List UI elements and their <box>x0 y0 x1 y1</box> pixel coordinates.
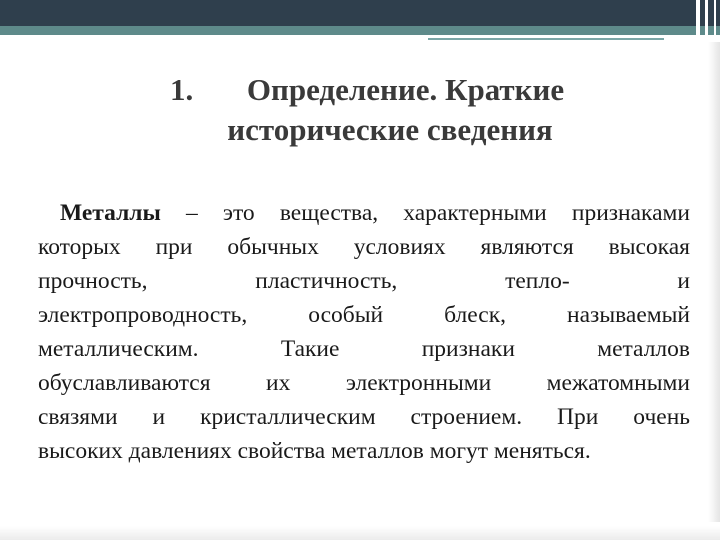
decorative-strip <box>705 0 708 42</box>
slide-body-text <box>38 196 690 468</box>
body-line: обуславливаются их электронными межатомными <box>38 370 690 396</box>
body-line: связями и кристаллическим строением. При очень <box>38 404 690 430</box>
slide-shadow <box>0 526 720 540</box>
slide-shadow <box>708 42 720 522</box>
body-line: прочность, пластичность, тепло- и <box>38 268 690 294</box>
body-line: металлическим. Такие признаки металлов <box>38 336 690 362</box>
slide-accent-band <box>0 26 720 35</box>
term-metals: Металлы <box>60 200 161 226</box>
body-line: высоких давлениях свойства металлов могут меняться. <box>38 438 591 464</box>
title-line: Определение. Краткие <box>246 72 565 107</box>
slide-title <box>160 70 620 150</box>
decorative-strip <box>696 0 700 42</box>
title-number: 1. <box>170 72 194 107</box>
decorative-strip <box>714 0 716 42</box>
slide-accent-line <box>428 38 664 40</box>
title-line: исторические сведения <box>227 112 553 147</box>
body-line: которых при обычных условиях являются высокая <box>38 234 690 260</box>
slide-top-bar <box>0 0 720 26</box>
body-line: Металлы – это вещества, характерными признаками <box>60 200 690 226</box>
body-line: электропроводность, особый блеск, называемый <box>38 302 690 328</box>
